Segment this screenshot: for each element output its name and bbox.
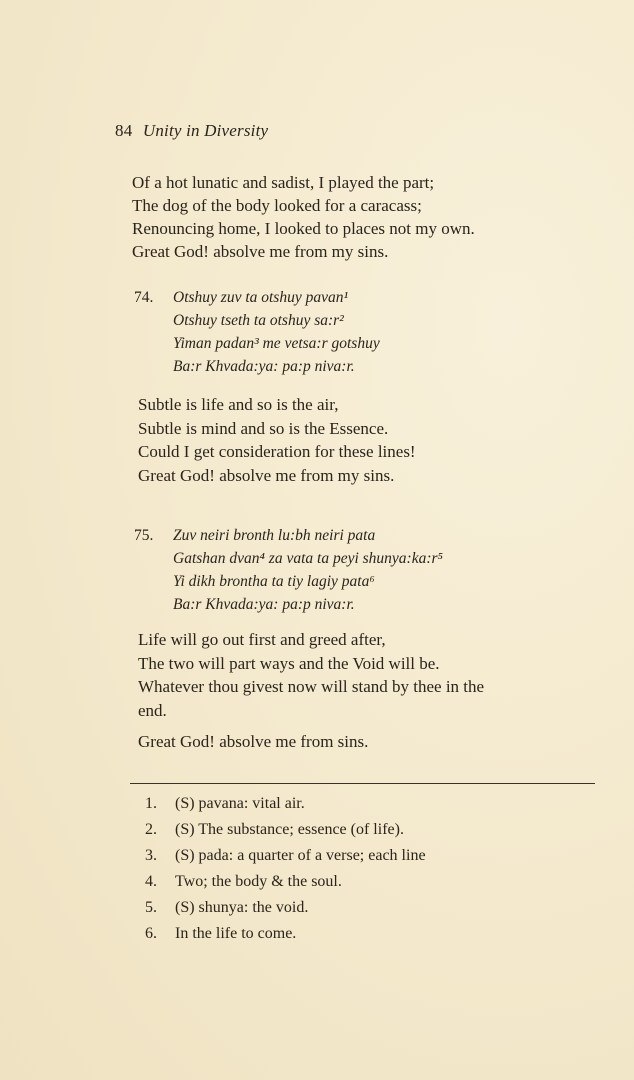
running-title: Unity in Diversity (142, 121, 269, 140)
page-header (115, 121, 268, 141)
stanza-line: Of a hot lunatic and sadist, I played the part; (132, 173, 435, 192)
footnote (145, 843, 426, 869)
footnote (145, 869, 426, 895)
footnote (145, 895, 426, 921)
verse-74 (134, 286, 380, 378)
footnote-text: Two; the body & the soul. (175, 873, 342, 890)
footnote-text: (S) pada: a quarter of a verse; each line (175, 847, 426, 864)
translation-line: Subtle is life and so is the air, (138, 395, 339, 414)
translation-74 (138, 393, 416, 487)
translation-line: Great God! absolve me from my sins. (138, 465, 395, 485)
translation-75 (138, 628, 484, 754)
page-number: 84 (115, 121, 133, 140)
footnote-number: 5. (145, 899, 157, 916)
verse-line: Yiman padan³ me vetsa:r gotshuy (173, 335, 380, 352)
verse-line: Otshuy zuv ta otshuy pavan¹ (173, 289, 349, 306)
verse-line: Yi dikh brontha ta tiy lagiy pata⁶ (173, 573, 375, 590)
verse-75 (134, 524, 443, 616)
translation-line: Subtle is mind and so is the Essence. (138, 418, 389, 438)
footnote (145, 817, 426, 843)
footnote-number: 2. (145, 821, 157, 838)
translation-line: The two will part ways and the Void will be. (138, 653, 440, 673)
footnote-text: (S) The substance; essence (of life). (175, 821, 404, 838)
translation-line: end. (138, 700, 167, 720)
verse-line: Zuv neiri bronth lu:bh neiri pata (173, 527, 376, 544)
verse-number: 74. (134, 289, 154, 306)
translation-line: Great God! absolve me from sins. (138, 732, 369, 751)
translation-line: Could I get consideration for these lines! (138, 442, 416, 461)
stanza-line: Renouncing home, I looked to places not my own. (132, 219, 475, 238)
footnote-text: (S) shunya: the void. (175, 899, 309, 916)
footnote-number: 6. (145, 925, 157, 942)
translation-line: Whatever thou givest now will stand by thee in the (138, 677, 485, 696)
verse-number: 75. (134, 527, 154, 544)
footnote-text: (S) pavana: vital air. (175, 795, 305, 812)
verse-line: Otshuy tseth ta otshuy sa:r² (173, 312, 344, 329)
stanza-line: Great God! absolve me from my sins. (132, 242, 389, 261)
verse-line: Ba:r Khvada:ya: pa:p niva:r. (173, 358, 355, 375)
footnote-divider (130, 783, 595, 784)
verse-line: Ba:r Khvada:ya: pa:p niva:r. (173, 596, 355, 613)
footnote (145, 921, 426, 947)
translation-line: Life will go out first and greed after, (138, 630, 386, 649)
stanza-top (132, 171, 475, 263)
footnote-text: In the life to come. (175, 925, 297, 942)
verse-line: Gatshan dvan⁴ za vata ta peyi shunya:ka:r⁵ (173, 550, 443, 567)
footnote (145, 791, 426, 817)
footnote-number: 4. (145, 873, 157, 890)
footnotes (145, 791, 426, 947)
footnote-number: 1. (145, 795, 157, 812)
stanza-line: The dog of the body looked for a caracass; (132, 196, 422, 215)
footnote-number: 3. (145, 847, 157, 864)
